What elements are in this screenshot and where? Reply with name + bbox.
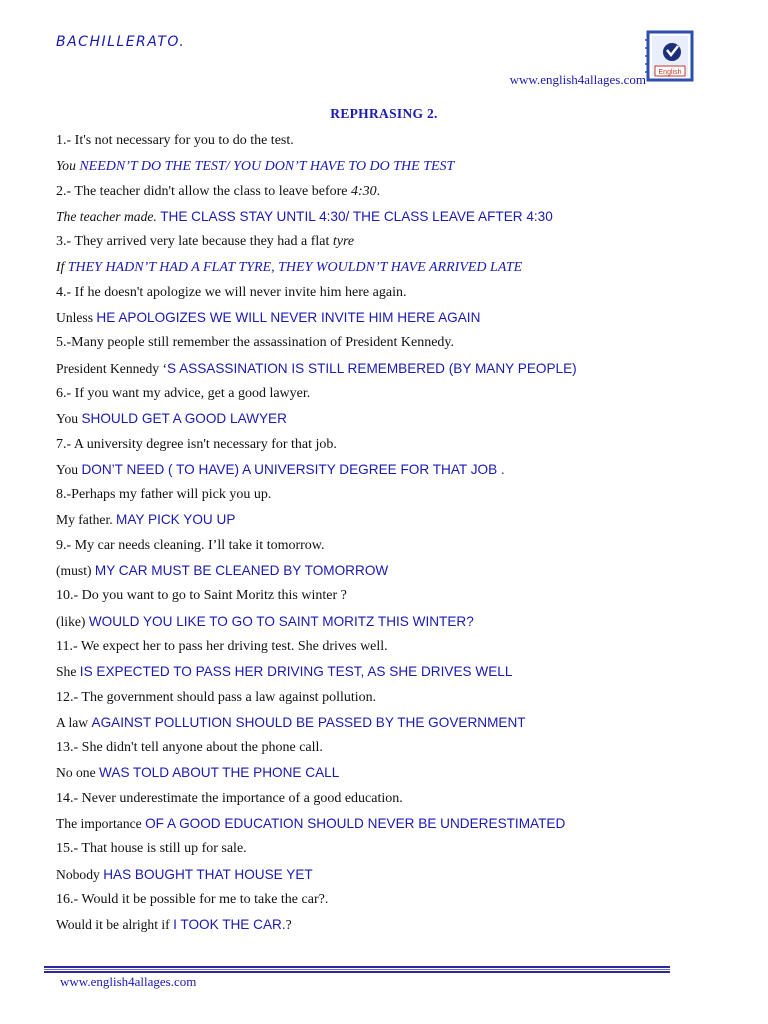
question-2: 2.- The teacher didn't allow the class to leave before 4:30. xyxy=(56,183,381,199)
footer-website-link[interactable]: www.english4allages.com xyxy=(60,974,197,989)
question-11: 11.- We expect her to pass her driving test. She drives well. xyxy=(56,638,388,654)
answer-9: (must) MY CAR MUST BE CLEANED BY TOMORROW xyxy=(56,563,389,579)
answer-14: The importance OF A GOOD EDUCATION SHOULD NEVER BE UNDERESTIMATED xyxy=(56,816,566,832)
answer-4: Unless HE APOLOGIZES WE WILL NEVER INVITE HIM HERE AGAIN xyxy=(56,310,481,326)
answer-1: You NEEDN’T DO THE TEST/ YOU DON’T HAVE TO DO THE TEST xyxy=(56,158,455,175)
answer-3: If THEY HADN’T HAD A FLAT TYRE, THEY WOULDN’T HAVE ARRIVED LATE xyxy=(56,259,523,276)
question-15: 15.- That house is still up for sale. xyxy=(56,841,247,857)
answer-2: The teacher made. THE CLASS STAY UNTIL 4:30/ THE CLASS LEAVE AFTER 4:30 xyxy=(56,208,553,224)
question-6: 6.- If you want my advice, get a good lawyer. xyxy=(56,385,311,401)
question-4: 4.- If he doesn't apologize we will never invite him here again. xyxy=(56,284,407,300)
answer-16: Would it be alright if I TOOK THE CAR.? xyxy=(56,917,292,933)
answer-8: My father. MAY PICK YOU UP xyxy=(56,512,236,528)
answer-5: President Kennedy ‘S ASSASSINATION IS STILL REMEMBERED (BY MANY PEOPLE) xyxy=(56,360,577,376)
answer-13: No one WAS TOLD ABOUT THE PHONE CALL xyxy=(56,765,340,781)
header-title: BACHILLERATO. xyxy=(56,34,186,50)
document-title: REPHRASING 2. xyxy=(330,106,438,121)
answer-6: You SHOULD GET A GOOD LAWYER xyxy=(56,411,287,427)
question-1: 1.- It's not necessary for you to do the test. xyxy=(56,133,294,148)
footer-divider xyxy=(44,966,670,974)
question-13: 13.- She didn't tell anyone about the phone call. xyxy=(56,740,323,756)
question-5: 5.-Many people still remember the assassination of President Kennedy. xyxy=(56,335,454,351)
header-website-link[interactable]: www.english4allages.com xyxy=(509,72,646,87)
svg-text:English: English xyxy=(658,69,682,76)
answer-7: You DON’T NEED ( TO HAVE) A UNIVERSITY DEGREE FOR THAT JOB . xyxy=(56,461,505,477)
question-16: 16.- Would it be possible for me to take the car?. xyxy=(56,891,329,907)
answer-15: Nobody HAS BOUGHT THAT HOUSE YET xyxy=(56,866,313,882)
answer-10: (like) WOULD YOU LIKE TO GO TO SAINT MORITZ THIS WINTER? xyxy=(56,613,474,629)
question-9: 9.- My car needs cleaning. I’ll take it tomorrow. xyxy=(56,537,325,553)
question-10: 10.- Do you want to go to Saint Moritz this winter ? xyxy=(56,588,347,604)
question-8: 8.-Perhaps my father will pick you up. xyxy=(56,487,272,503)
english-logo-icon xyxy=(645,28,697,84)
answer-12: A law AGAINST POLLUTION SHOULD BE PASSED BY THE GOVERNMENT xyxy=(56,714,526,730)
exercise-list xyxy=(56,128,746,938)
answer-11: She IS EXPECTED TO PASS HER DRIVING TEST, AS SHE DRIVES WELL xyxy=(56,664,513,680)
question-14: 14.- Never underestimate the importance of a good education. xyxy=(56,790,403,806)
question-12: 12.- The government should pass a law against pollution. xyxy=(56,689,377,705)
question-3: 3.- They arrived very late because they had a flat tyre xyxy=(56,234,355,250)
question-7: 7.- A university degree isn't necessary for that job. xyxy=(56,436,337,452)
